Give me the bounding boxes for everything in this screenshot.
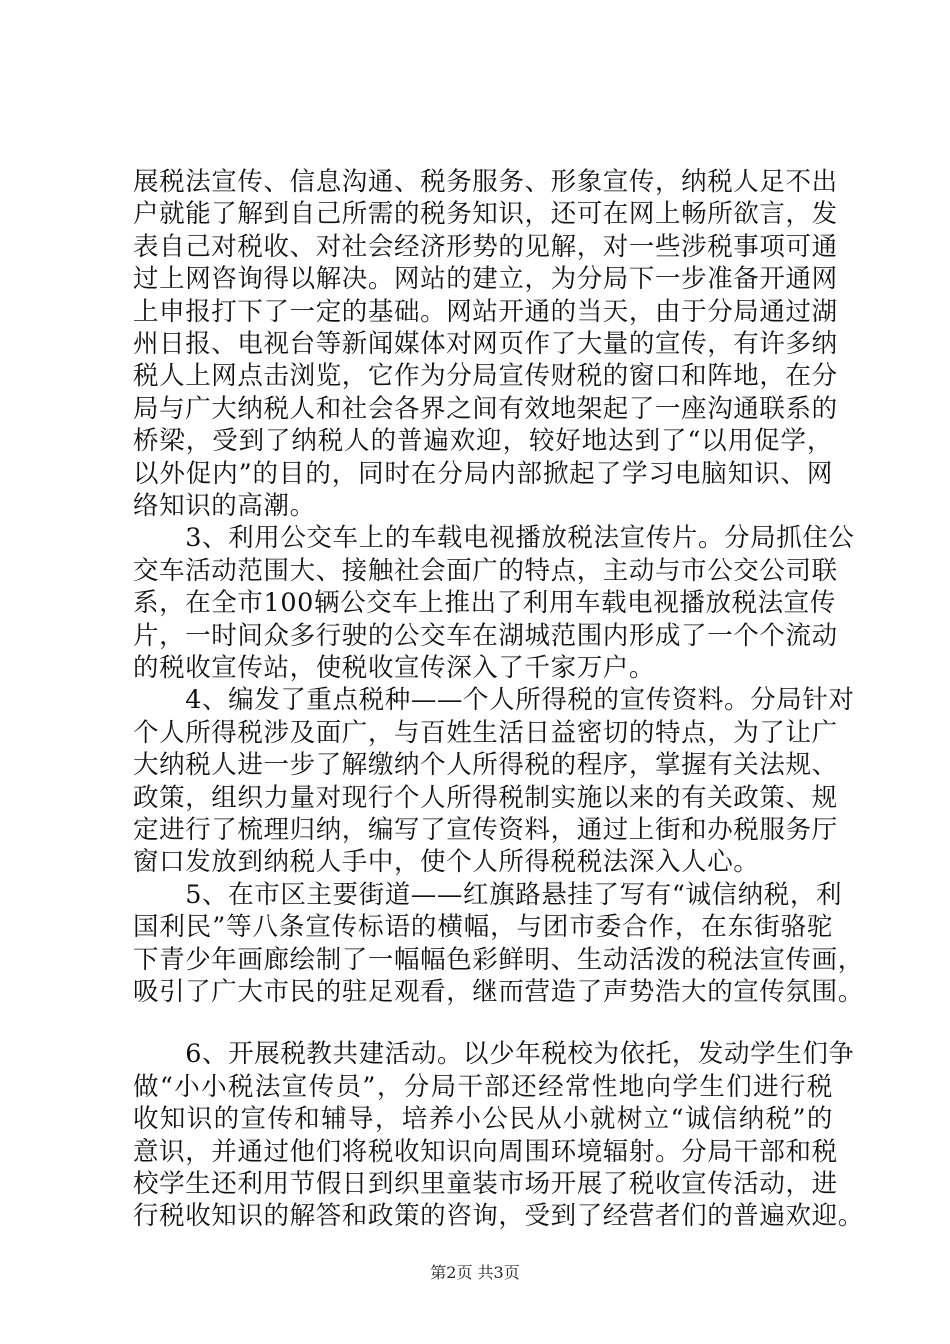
text-line: 以外促内”的目的，同时在分局内部掀起了学习电脑知识、网 [133,458,833,489]
text-line: 过上网咨询得以解决。网站的建立，为分局下一步准备开通网 [133,264,838,295]
text-line: 表自己对税收、对社会经济形势的见解，对一些涉税事项可通 [133,231,838,262]
text-line: 州日报、电视台等新闻媒体对网页作了大量的宣传，有许多纳 [133,329,838,359]
text-line: 个人所得税涉及面广，与百姓生活日益密切的特点，为了让广 [133,717,838,748]
text-line: 4、编发了重点税种——个人所得税的宣传资料。分局针对 [133,685,855,716]
text-line: 下青少年画廊绘制了一幅幅色彩鲜明、生动活泼的税法宣传画， [133,944,864,975]
text-line: 展税法宣传、信息沟通、税务服务、形象宣传，纳税人足不出 [133,167,838,197]
text-line: 桥梁，受到了纳税人的普遍欢迎，较好地达到了“以用促学， [133,426,833,457]
text-line: 窗口发放到纳税人手中，使个人所得税税法深入人心。 [133,847,760,878]
text-line: 政策，组织力量对现行个人所得税制实施以来的有关政策、规 [133,782,838,813]
text-line: 络知识的高潮。 [133,491,316,521]
text-line: 行税收知识的解答和政策的咨询，受到了经营者们的普遍欢迎。 [133,1201,864,1232]
text-line: 片，一时间众多行驶的公交车在湖城范围内形成了一个个流动 [133,620,838,651]
text-line: 做“小小税法宣传员”，分局干部还经常性地向学生们进行税 [133,1071,833,1102]
text-line: 上申报打下了一定的基础。网站开通的当天，由于分局通过湖 [133,296,838,327]
text-line: 系，在全市100辆公交车上推出了利用车载电视播放税法宣传 [133,588,836,619]
text-line: 国利民”等八条宣传标语的横幅，与团市委合作，在东街骆驼 [133,912,833,943]
text-line: 意识，并通过他们将税收知识向周围环境辐射。分局干部和税 [133,1136,838,1167]
text-line: 税人上网点击浏览，它作为分局宣传财税的窗口和阵地，在分 [133,361,838,392]
text-line: 3、利用公交车上的车载电视播放税法宣传片。分局抓住公 [133,523,855,554]
text-line: 定进行了梳理归纳，编写了宣传资料，通过上街和办税服务厅 [133,815,838,845]
text-line: 局与广大纳税人和社会各界之间有效地架起了一座沟通联系的 [133,393,838,424]
text-line: 校学生还利用节假日到织里童装市场开展了税收宣传活动，进 [133,1169,838,1199]
text-line: 的税收宣传站，使税收宣传深入了千家万户。 [133,653,656,683]
text-line: 交车活动范围大、接触社会面广的特点，主动与市公交公司联 [133,555,838,586]
text-line: 6、开展税教共建活动。以少年税校为依托，发动学生们争 [133,1039,855,1070]
page-number-footer: 第2页 共3页 [430,1263,520,1282]
text-line: 吸引了广大市民的驻足观看，继而营造了声势浩大的宣传氛围。 [133,977,864,1007]
text-line: 大纳税人进一步了解缴纳个人所得税的程序，掌握有关法规、 [133,750,838,781]
text-line: 收知识的宣传和辅导，培养小公民从小就树立“诚信纳税”的 [133,1104,833,1135]
text-line: 户就能了解到自己所需的税务知识，还可在网上畅所欲言，发 [133,199,838,230]
text-line: 5、在市区主要街道——红旗路悬挂了写有“诚信纳税，利 [133,879,843,910]
